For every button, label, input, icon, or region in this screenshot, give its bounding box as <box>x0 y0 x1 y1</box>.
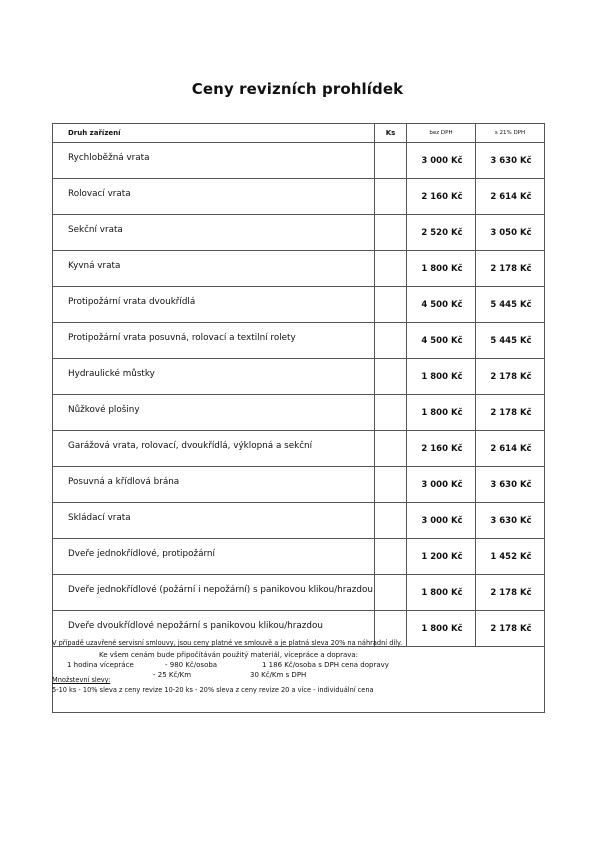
price-net-cell: 4 500 Kč <box>407 287 476 323</box>
table-row <box>53 575 545 611</box>
table-row <box>53 179 545 215</box>
quantity-cell <box>375 323 407 359</box>
price-net-cell: 2 520 Kč <box>407 215 476 251</box>
price-gross-cell: 3 630 Kč <box>476 143 545 179</box>
table-row <box>53 395 545 431</box>
price-net-cell: 2 160 Kč <box>407 431 476 467</box>
note-km-net: - 25 Kč/Km <box>153 671 192 679</box>
header-price-net: bez DPH <box>407 124 476 143</box>
price-gross-cell: 2 178 Kč <box>476 395 545 431</box>
device-name-cell: Kyvná vrata <box>53 251 375 287</box>
price-net-cell: 1 800 Kč <box>407 251 476 287</box>
note-hour-net: - 980 Kč/osoba <box>165 661 218 669</box>
table-row <box>53 503 545 539</box>
discounts-text: 5-10 ks - 10% sleva z ceny revize 10-20 ks - 20% sleva z ceny revize 20 a více - individuální cena <box>52 686 374 694</box>
quantity-cell <box>375 539 407 575</box>
quantity-cell <box>375 251 407 287</box>
table-row <box>53 431 545 467</box>
quantity-cell <box>375 575 407 611</box>
device-name-cell: Posuvná a křídlová brána <box>53 467 375 503</box>
table-body <box>53 143 545 713</box>
header-quantity: Ks <box>375 124 407 143</box>
device-name-cell: Dveře jednokřídlové, protipožární <box>53 539 375 575</box>
table-row <box>53 359 545 395</box>
price-gross-cell: 2 614 Kč <box>476 431 545 467</box>
price-net-cell: 1 200 Kč <box>407 539 476 575</box>
price-gross-cell: 2 178 Kč <box>476 575 545 611</box>
device-name-cell: Nůžkové plošiny <box>53 395 375 431</box>
service-contract-note: V případě uzavřené servisní smlouvy, jsou ceny platné ve smlouvě a je platná sleva 20% na náhradní díly. <box>52 639 403 647</box>
table-row <box>53 143 545 179</box>
table-row <box>53 539 545 575</box>
discounts-title: Množstevní slevy: <box>52 676 111 684</box>
price-net-cell: 1 800 Kč <box>407 395 476 431</box>
price-gross-cell: 2 178 Kč <box>476 611 545 647</box>
price-gross-cell: 3 630 Kč <box>476 467 545 503</box>
price-net-cell: 4 500 Kč <box>407 323 476 359</box>
price-table <box>52 123 545 713</box>
quantity-cell <box>375 143 407 179</box>
note-km-gross: 30 Kč/Km s DPH <box>250 671 307 679</box>
quantity-cell <box>375 179 407 215</box>
table-row <box>53 323 545 359</box>
additional-costs-cell <box>53 647 545 713</box>
device-name-cell: Protipožární vrata posuvná, rolovací a textilní rolety <box>53 323 375 359</box>
device-name-cell: Rychloběžná vrata <box>53 143 375 179</box>
quantity-cell <box>375 215 407 251</box>
note-hour-gross: 1 186 Kč/osoba s DPH cena dopravy <box>262 661 389 669</box>
quantity-cell <box>375 431 407 467</box>
device-name-cell: Sekční vrata <box>53 215 375 251</box>
price-gross-cell: 5 445 Kč <box>476 287 545 323</box>
table-row <box>53 467 545 503</box>
price-net-cell: 2 160 Kč <box>407 179 476 215</box>
quantity-cell <box>375 359 407 395</box>
header-price-gross: s 21% DPH <box>476 124 545 143</box>
table-row <box>53 215 545 251</box>
page-title: Ceny revizních prohlídek <box>191 80 404 98</box>
note-hour-label: 1 hodina vícepráce <box>67 661 134 669</box>
quantity-cell <box>375 287 407 323</box>
price-gross-cell: 3 630 Kč <box>476 503 545 539</box>
device-name-cell: Protipožární vrata dvoukřídlá <box>53 287 375 323</box>
device-name-cell: Rolovací vrata <box>53 179 375 215</box>
price-gross-cell: 2 178 Kč <box>476 359 545 395</box>
price-gross-cell: 2 178 Kč <box>476 251 545 287</box>
price-net-cell: 1 800 Kč <box>407 359 476 395</box>
quantity-cell <box>375 503 407 539</box>
device-name-cell: Garážová vrata, rolovací, dvoukřídlá, výklopná a sekční <box>53 431 375 467</box>
price-net-cell: 3 000 Kč <box>407 467 476 503</box>
quantity-cell <box>375 467 407 503</box>
device-name-cell: Dveře dvoukřídlové nepožární s panikovou klikou/hrazdou <box>53 611 375 647</box>
device-name-cell: Hydraulické můstky <box>53 359 375 395</box>
price-gross-cell: 1 452 Kč <box>476 539 545 575</box>
header-device-type: Druh zařízení <box>53 124 375 143</box>
price-net-cell: 3 000 Kč <box>407 143 476 179</box>
table-row <box>53 287 545 323</box>
price-gross-cell: 2 614 Kč <box>476 179 545 215</box>
price-net-cell: 1 800 Kč <box>407 575 476 611</box>
price-net-cell: 3 000 Kč <box>407 503 476 539</box>
additional-costs-row <box>53 647 545 713</box>
device-name-cell: Skládací vrata <box>53 503 375 539</box>
table-header-row <box>53 124 545 143</box>
device-name-cell: Dveře jednokřídlové (požární i nepožární) s panikovou klikou/hrazdou <box>53 575 375 611</box>
price-net-cell: 1 800 Kč <box>407 611 476 647</box>
table-row <box>53 251 545 287</box>
quantity-cell <box>375 395 407 431</box>
note-intro: Ke všem cenám bude připočítáván použitý materiál, vícepráce a doprava: <box>99 651 359 659</box>
price-gross-cell: 5 445 Kč <box>476 323 545 359</box>
price-gross-cell: 3 050 Kč <box>476 215 545 251</box>
